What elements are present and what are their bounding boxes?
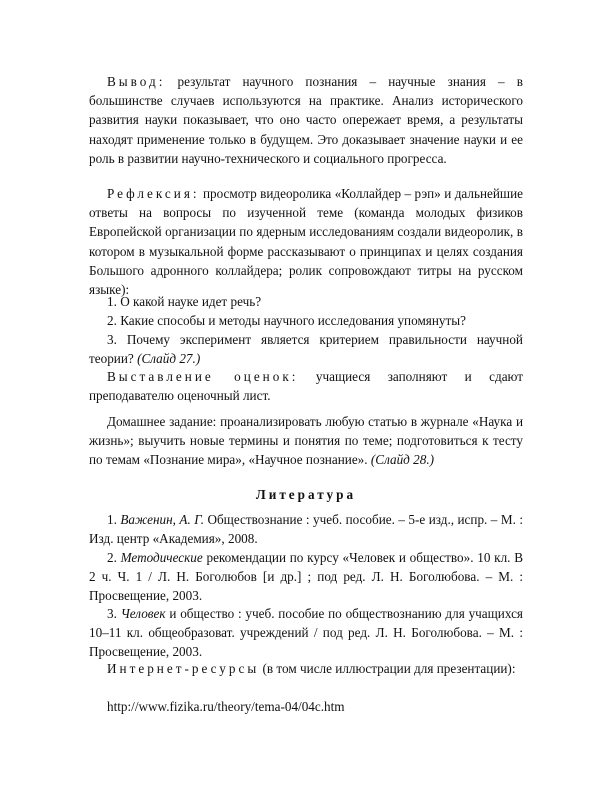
question-3 — [89, 330, 523, 368]
literature-author-2: Методические — [120, 550, 203, 565]
internet-text: (в том числе иллюстрации для презентации): — [259, 661, 516, 676]
reflection-paragraph — [89, 184, 523, 299]
literature-item-2: 2. Методические рекомендации по курсу «Человек и общество». 10 кл. В 2 ч. Ч. 1 / Л. Н. Боголюбов [и др.] ; под ред. Л. Н. Боголюбова. – М. : Просвещение, 2003. — [89, 550, 523, 604]
conclusion-text: результат научного познания – научные знания – в большинстве случаев используются на практике. Анализ исторического развития науки показывает, что оно часто опережает время, а результаты находят применение только в будущем. Это доказывает значение науки и ее роль в развитии научно-технического и социального прогресса. — [89, 74, 523, 166]
question-3-text: 3. Почему эксперимент является критерием правильности научной теории? — [89, 332, 523, 367]
slide-27-ref: (Слайд 27.) — [137, 351, 201, 367]
grading-text: учащиеся заполняют и сдают преподавателю оценочный лист. — [89, 369, 524, 404]
literature-item-3: 3. Человек и общество : учеб. пособие по обществознанию для учащихся 10–11 кл. общеобразоват. учреждений / под ред. Л. Н. Боголюбова. – М. : Просвещение, 2003. — [89, 606, 523, 660]
homework-text: Домашнее задание: проанализировать любую статью в журнале «Наука и жизнь»; выучить новые термины и понятия по теме; подготовиться к тесту по темам «Познание мира», «Научное познание». — [89, 414, 523, 468]
internet-resources-paragraph — [89, 659, 523, 678]
reflection-label: Рефлексия: — [107, 186, 200, 201]
literature-title: Литература — [255, 487, 357, 502]
homework-paragraph — [89, 412, 523, 470]
slide-28-ref: (Слайд 28.) — [370, 452, 435, 468]
conclusion-label: Вывод: — [107, 74, 166, 89]
grading-paragraph — [89, 367, 523, 405]
question-2: 2. Какие способы и методы научного исследования упомянуты? — [107, 313, 466, 328]
internet-label: Интернет-ресурсы — [107, 661, 260, 676]
literature-author-1: Важенин, А. Г. — [120, 512, 204, 527]
literature-item-1: 1. Важенин, А. Г. Обществознание : учеб. пособие. – 5-е изд., испр. – М. : Изд. центр «Академия», 2008. — [89, 512, 523, 547]
literature-author-3: Человек — [120, 606, 166, 621]
reflection-text: просмотр видеоролика «Коллайдер – рэп» и дальнейшие ответы на вопросы по изученной теме (команда молодых физиков Европейской организации по ядерным исследованиям создали видеоролик, в котором в музыкальной форме рассказывают о принципах и целях создания Большого адронного коллайдера; ролик сопровождают титры на русском языке): — [89, 186, 523, 298]
question-1: 1. О какой науке идет речь? — [107, 294, 262, 309]
internet-link[interactable]: http://www.fizika.ru/theory/tema-04/04c.htm — [107, 699, 345, 714]
grading-label: Выставление оценок: — [107, 369, 299, 384]
conclusion-paragraph — [89, 72, 523, 168]
